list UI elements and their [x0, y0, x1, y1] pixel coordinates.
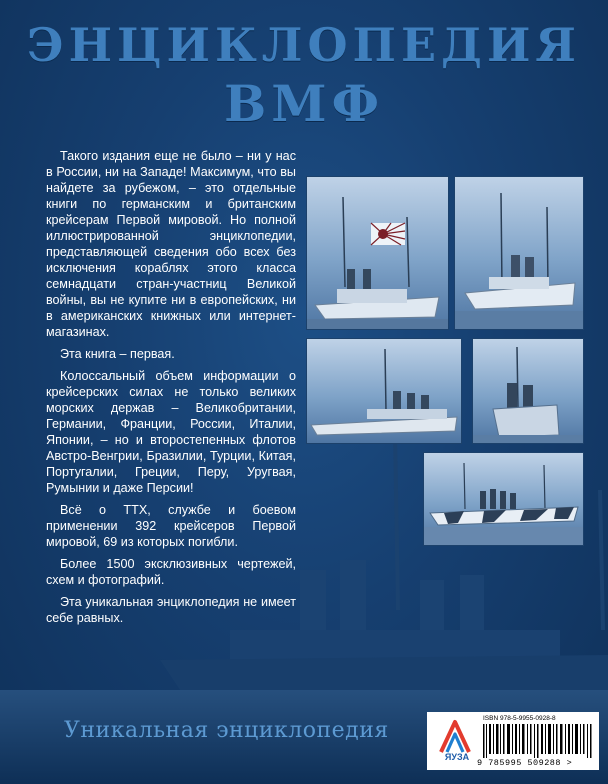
cruiser-photo-1: [306, 176, 449, 330]
series-title-line-2: ВМФ: [223, 74, 385, 133]
blurb-text: [46, 148, 296, 632]
cruiser-photo-5: [423, 452, 584, 546]
blurb-paragraph: Всё о ТТХ, службе и боевом применении 392 крейсеров Первой мировой, 69 из которых погибли.: [46, 503, 296, 549]
barcode-bars: [483, 724, 595, 758]
blurb-paragraph: Более 1500 эксклюзивных чертежей, схем и фотографий.: [46, 557, 296, 587]
barcode-number: 9 785995 509288 >: [477, 758, 573, 768]
barcode-label: [427, 712, 599, 770]
series-title-line-1: ЭНЦИКЛОПЕДИЯ: [27, 18, 581, 72]
blurb-paragraph: Колоссальный объем информации о крейсерских силах не только великих морских держав – Великобритании, Германии, Франции, России, Италии, Японии, – но и второстепенных флотов Австро-Венгрии, Бразилии, Турции, Китая, Португалии, Греции, Перу, Уругвая, Румынии и даже Персии!: [46, 369, 296, 495]
isbn-text: ISBN 978-5-9955-0928-8: [483, 715, 556, 722]
book-subtitle: Уникальная энциклопедия: [64, 718, 389, 743]
cruiser-photo-2: [454, 176, 584, 330]
cruiser-photo-4: [472, 338, 584, 444]
cruiser-photo-3: [306, 338, 462, 444]
blurb-paragraph: Такого издания еще не было – ни у нас в России, ни на Западе! Максимум, что вы найдете за рубежом, – это отдельные книги по германским и британским крейсерам Первой мировой. Но полной иллюстрированной энциклопедии, представляющей сведения обо всех без исключения кораблях этого класса семнадцати стран-участниц Великой войны, вы не купите ни в европейских, ни в американских книжных или интернет-магазинах.: [46, 149, 296, 339]
blurb-paragraph: Эта уникальная энциклопедия не имеет себе равных.: [46, 595, 296, 625]
blurb-paragraph: Эта книга – первая.: [60, 347, 175, 361]
publisher-name: ЯУЗА: [444, 752, 470, 762]
